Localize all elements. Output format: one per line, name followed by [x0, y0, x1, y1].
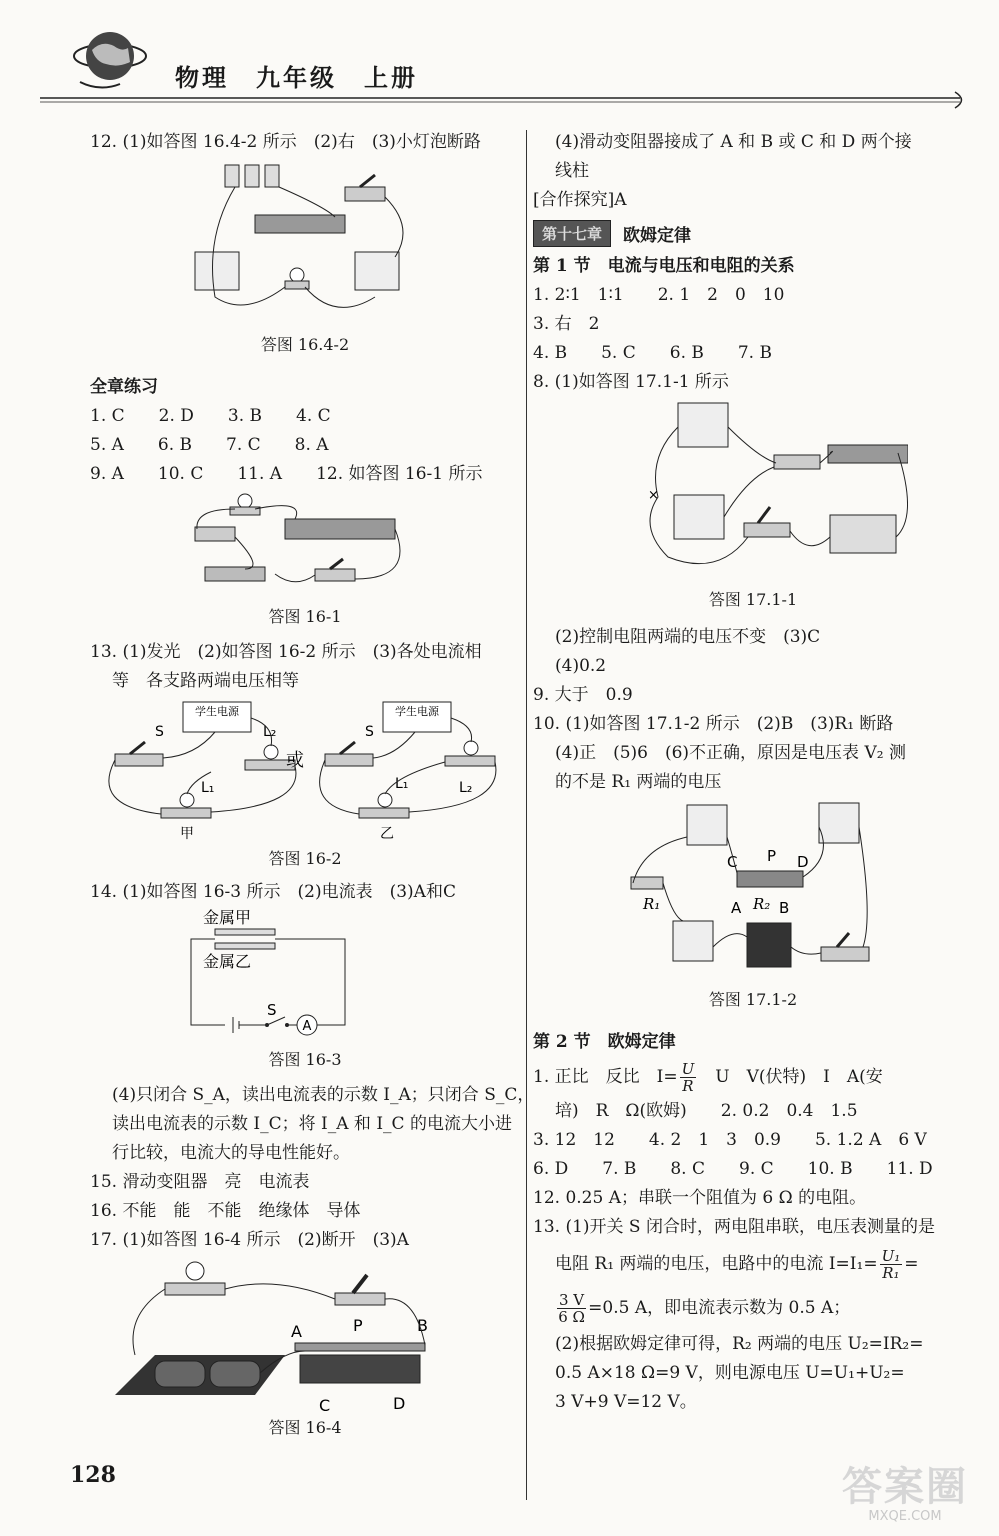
current-fraction — [880, 1248, 903, 1281]
s2-answer-12: 12. 0.25 A；串联一个阻值为 6 Ω 的电阻。 — [533, 1188, 867, 1208]
fraction-numerator: U₁ — [881, 1247, 901, 1265]
label-jia: 甲 — [180, 826, 194, 842]
terminal-a-label: A — [731, 899, 742, 917]
s2-answer-13-line-3 — [533, 1286, 973, 1330]
answer-13-line-2: 等 各支路两端电压相等 — [112, 671, 299, 691]
watermark-logo-text: 答案圈 — [842, 1464, 968, 1510]
section-review-title: 全章练习 — [90, 377, 158, 397]
s2-13-l2-pre: 电阻 R₁ 两端的电压，电路中的电流 I=I₁= — [555, 1254, 878, 1274]
page-number: 128 — [70, 1462, 116, 1488]
section-2-title: 第 2 节 欧姆定律 — [533, 1032, 676, 1052]
review-answers-row-3: 9. A 10. C 11. A 12. 如答图 16-1 所示 — [90, 464, 483, 484]
chapter-badge: 第十七章 — [533, 220, 611, 247]
metal-jia-label: 金属甲 — [203, 908, 252, 927]
figure-caption-16-1: 答图 16-1 — [268, 607, 342, 626]
terminal-d-label: D — [797, 853, 809, 871]
figure-caption-16-4: 答图 16-4 — [268, 1418, 342, 1437]
s1-answer-8-4: (4)0.2 — [555, 656, 607, 676]
answer-13-line-1: 13. (1)发光 (2)如答图 16-2 所示 (3)各处电流相 — [90, 642, 482, 662]
s1-answer-10-line-2: (4)正 (5)6 (6)不正确，原因是电压表 V₂ 测 — [555, 743, 906, 763]
lamp-l1-label-yi: L₁ — [395, 776, 409, 792]
circuit-figure-16-3 — [185, 907, 425, 1047]
figure-caption-16-3: 答图 16-3 — [268, 1050, 342, 1069]
page-title: 物理 九年级 上册 — [175, 63, 418, 92]
answer-17: 17. (1)如答图 16-4 所示 (2)断开 (3)A — [90, 1230, 409, 1250]
header-rule — [40, 90, 970, 110]
s1-answers-row-3: 4. B 5. C 6. B 7. B — [533, 343, 772, 363]
answer-16: 16. 不能 能 不能 绝缘体 导体 — [90, 1201, 361, 1221]
cooperative-inquiry: [合作探究]A — [533, 190, 627, 210]
answer-14-4-line-2: 读出电流表的示数 I_C；将 I_A 和 I_C 的电流大小进 — [112, 1114, 512, 1134]
lamp-l2-label-jia: L₂ — [263, 724, 277, 740]
label-yi: 乙 — [380, 826, 394, 842]
circuit-figure-17-1-1 — [598, 397, 908, 587]
watermark-url: MXQE.COM — [868, 1509, 942, 1524]
terminal-c-label: C — [727, 853, 738, 871]
s2-answer-13-line-5: 0.5 A×18 Ω=9 V，则电源电压 U=U₁+U₂= — [555, 1363, 905, 1383]
fraction-numerator: 3 V — [559, 1291, 585, 1309]
switch-label-jia: S — [155, 724, 164, 740]
resistor-r2-label: R₂ — [753, 895, 771, 913]
or-label: 或 — [286, 750, 304, 771]
fraction-denominator: R — [682, 1077, 694, 1095]
section-1-title: 第 1 节 电流与电压和电阻的关系 — [533, 256, 795, 276]
figure-caption-16-4-2: 答图 16.4-2 — [260, 335, 350, 354]
s2-answer-13-line-4: (2)根据欧姆定律可得，R₂ 两端的电压 U₂=IR₂= — [555, 1334, 924, 1354]
circuit-figure-17-1-2 — [623, 797, 883, 987]
fraction-numerator: U — [681, 1060, 695, 1078]
circuit-figure-16-4 — [95, 1255, 515, 1415]
review-answers-row-1: 1. C 2. D 3. B 4. C — [90, 406, 331, 426]
psu-label-jia: 学生电源 — [195, 705, 239, 718]
s1-answer-8-2: (2)控制电阻两端的电压不变 (3)C — [555, 627, 821, 647]
watermark — [830, 1465, 980, 1535]
s2-answer-1-post: U V(伏特) I A(安 — [698, 1067, 883, 1087]
s2-answer-13-line-1: 13. (1)开关 S 闭合时，两电阻串联，电压表测量的是 — [533, 1217, 935, 1237]
ohm-fraction — [680, 1061, 697, 1094]
figure-caption-17-1-2: 答图 17.1-2 — [708, 990, 798, 1009]
figure-caption-16-2: 答图 16-2 — [268, 849, 342, 868]
switch-s-label: S — [267, 1001, 277, 1019]
switch-label-yi: S — [365, 724, 374, 740]
fraction-denominator: R₁ — [882, 1264, 900, 1282]
slider-p-label: P — [767, 847, 777, 865]
s1-answer-8: 8. (1)如答图 17.1-1 所示 — [533, 372, 729, 392]
ammeter-label: A — [302, 1019, 312, 1034]
s2-answer-1-pre: 1. 正比 反比 I= — [533, 1067, 678, 1087]
s1-answer-9: 9. 大于 0.9 — [533, 685, 633, 705]
figure-caption-17-1-1: 答图 17.1-1 — [708, 590, 798, 609]
globe-logo-icon — [70, 22, 150, 92]
chapter-title: 欧姆定律 — [623, 225, 692, 246]
circuit-figure-16-2 — [95, 696, 515, 846]
review-answers-row-2: 5. A 6. B 7. C 8. A — [90, 435, 329, 455]
answer-12-4-line-2: 线柱 — [555, 161, 589, 181]
s2-answer-1-line-2: 培) R Ω(欧姆) 2. 0.2 0.4 1.5 — [555, 1101, 858, 1121]
lamp-l2-label-yi: L₂ — [459, 780, 473, 796]
s2-answer-13-line-2 — [533, 1242, 973, 1286]
answer-14-4-line-1: (4)只闭合 S_A，读出电流表的示数 I_A；只闭合 S_C， — [112, 1085, 535, 1105]
s1-answer-10-line-3: 的不是 R₁ 两端的电压 — [555, 772, 722, 792]
s1-answers-row-1: 1. 2∶1 1∶1 2. 1 2 0 10 — [533, 285, 785, 305]
answer-12: 12. (1)如答图 16.4-2 所示 (2)右 (3)小灯泡断路 — [90, 132, 481, 152]
s2-answer-1-line-1 — [533, 1057, 973, 1097]
s1-answers-row-2: 3. 右 2 — [533, 314, 600, 334]
break-mark-icon: × — [648, 488, 659, 503]
answer-15: 15. 滑动变阻器 亮 电流表 — [90, 1172, 310, 1192]
slider-p-label: P — [353, 1316, 363, 1335]
terminal-b-label: B — [417, 1316, 428, 1335]
resistor-r1-label: R₁ — [643, 895, 661, 913]
s2-13-l2-post: = — [904, 1254, 919, 1274]
lamp-l1-label-jia: L₁ — [201, 780, 215, 796]
s2-13-l3-post: =0.5 A，即电流表示数为 0.5 A； — [588, 1298, 851, 1318]
answer-14-4-line-3: 行比较，电流大的导电性能好。 — [112, 1143, 350, 1163]
metal-yi-label: 金属乙 — [203, 952, 252, 971]
psu-label-yi: 学生电源 — [395, 705, 439, 718]
terminal-b-label: B — [779, 899, 790, 917]
answer-14: 14. (1)如答图 16-3 所示 (2)电流表 (3)A和C — [90, 882, 456, 902]
s2-answers-row-3: 3. 12 12 4. 2 1 3 0.9 5. 1.2 A 6 V — [533, 1130, 927, 1150]
s2-answer-13-line-6: 3 V+9 V=12 V。 — [555, 1392, 697, 1412]
column-divider — [526, 130, 527, 1500]
circuit-figure-16-4-2 — [185, 157, 425, 332]
fraction-denominator: 6 Ω — [558, 1308, 585, 1326]
right-column — [533, 128, 973, 1417]
terminal-c-label: C — [319, 1396, 331, 1415]
s1-answer-10-line-1: 10. (1)如答图 17.1-2 所示 (2)B (3)R₁ 断路 — [533, 714, 894, 734]
value-fraction — [557, 1292, 586, 1325]
s2-answers-row-4: 6. D 7. B 8. C 9. C 10. B 11. D — [533, 1159, 933, 1179]
answer-12-4-line-1: (4)滑动变阻器接成了 A 和 B 或 C 和 D 两个接 — [555, 132, 912, 152]
circuit-figure-16-1 — [185, 489, 425, 604]
terminal-d-label: D — [393, 1394, 406, 1413]
chapter-heading — [533, 215, 973, 251]
left-column — [90, 128, 535, 1441]
terminal-a-label: A — [291, 1322, 302, 1341]
